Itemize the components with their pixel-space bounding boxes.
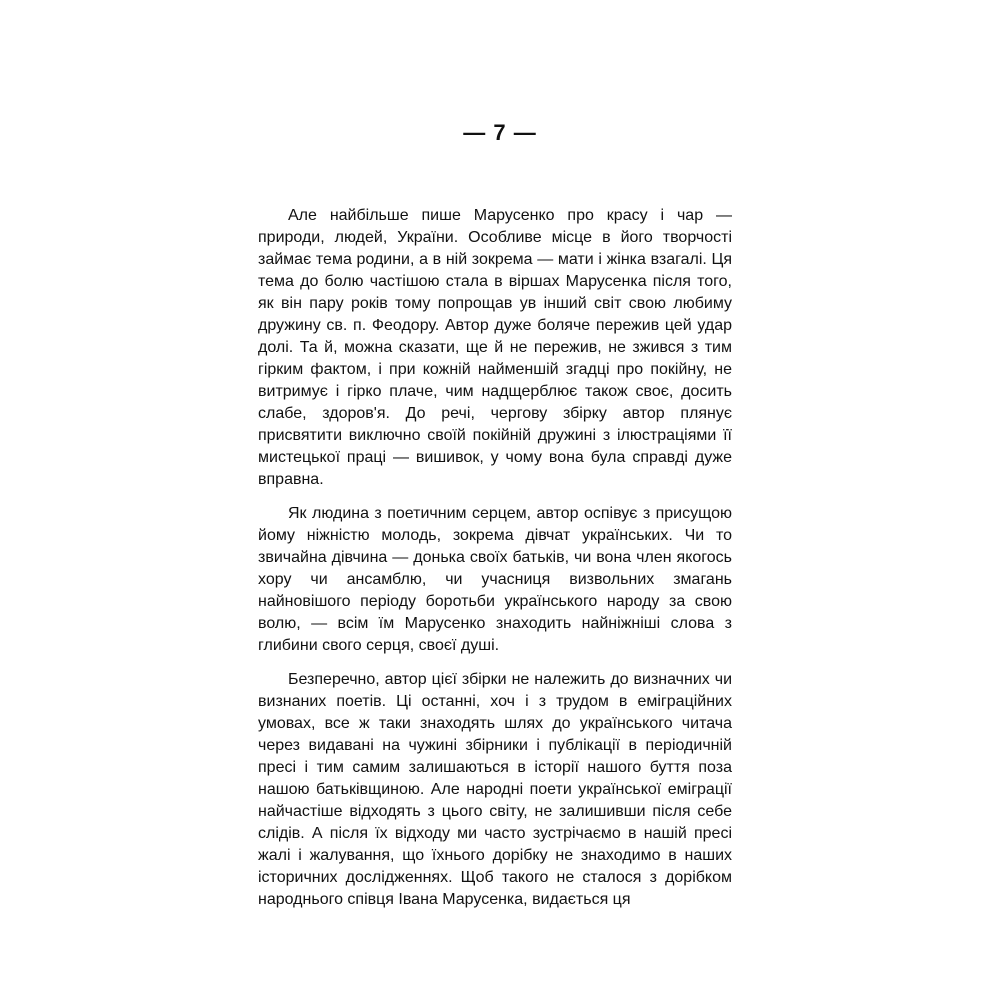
- body-text: [258, 205, 732, 923]
- paragraph-3: Безперечно, автор цієї збірки не належить до визначних чи визнаних поетів. Ці останні, хоч і з трудом в еміграційних умовах, все ж таки знаходять шлях до українського читача через видавані на чужині збірники і публікації в періодичній пресі і тим самим залишаються в історії нашого буття поза нашою батьківщиною. Але народні поети української еміграції найчастіше відходять з цього світу, не залишивши після себе слідів. А після їх відходу ми часто зустрічаємо в нашій пресі жалі і жалування, що їхнього дорібку не знаходимо в наших історичних дослідженнях. Щоб такого не сталося з дорібком народнього співця Івана Марусенка, видається ця: [258, 671, 732, 908]
- page-number: — 7 —: [463, 120, 537, 145]
- paragraph-1: Але найбільше пише Марусенко про красу і чар — природи, людей, України. Особливе місце в його творчості займає тема родини, а в ній зокрема — мати і жінка взагалі. Ця тема до болю частішою стала в віршах Марусенка після того, як він пару років тому попрощав ув інший світ свою любиму дружину св. п. Феодору. Автор дуже боляче пережив цей удар долі. Та й, можна сказати, ще й не пережив, не зжився з тим гірким фактом, і при кожній найменшій згадці про покійну, не витримує і гірко плаче, чим надщерблює також своє, досить слабе, здоров'я. До речі, чергову збірку автор плянує присвятити виключно своїй покійній дружині з ілюстраціями її мистецької праці — вишивок, у чому вона була справді дуже вправна.: [258, 207, 732, 488]
- paragraph-2: Як людина з поетичним серцем, автор оспівує з присущою йому ніжністю молодь, зокрема дівчат українських. Чи то звичайна дівчина — донька своїх батьків, чи вона член якогось хору чи ансамблю, чи учасниця визвольних змагань найновішого періоду боротьби українського народу за свою волю, — всім їм Марусенко знаходить найніжніші слова з глибини свого серця, своєї душі.: [258, 505, 732, 654]
